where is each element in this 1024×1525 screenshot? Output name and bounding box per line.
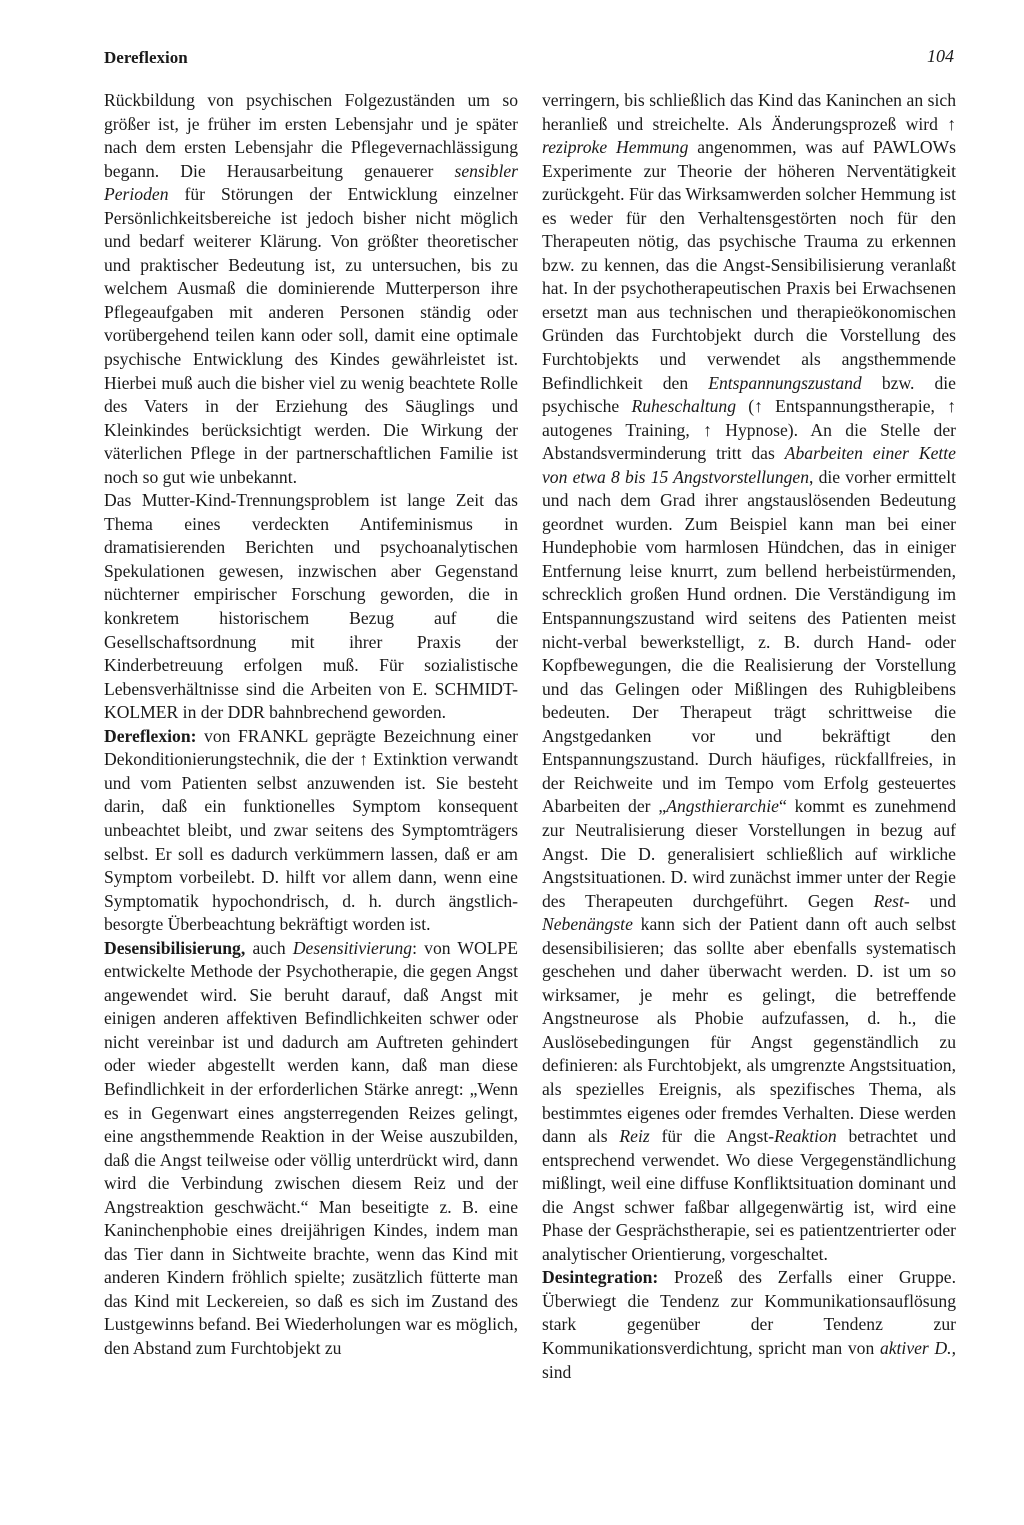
entry-desintegration (542, 1266, 956, 1384)
entry-headword: Dereflexion: (104, 725, 197, 746)
text-run: Rückbildung von psychischen Folgezuständen um so größer ist, je früher im ersten Lebensjahr und je später nach dem ersten Lebensjahr die Pflegevernachlässigung begann. Die Herausarbeitung genauerer (104, 90, 518, 181)
text-run: für die Angst- (649, 1126, 775, 1147)
text-run: Prozeß des Zerfalls einer Gruppe. Überwiegt die Tendenz zur Kommunikationsauflösung stark gegenüber der Tendenz zur Kommunikationsverdichtung, spricht man von (542, 1267, 956, 1358)
text-run: von FRANKL geprägte Bezeichnung einer Dekonditionierungstechnik, die der ↑ Extinktion verwandt und vom Patienten selbst anzuwenden ist. Sie besteht darin, daß ein funktionelles Symptom konsequent unbeachtet bleibt, und zwar seitens des Symptomträgers selbst. Er soll es dadurch verkümmern lassen, daß er am Symptom vorbeilebt. D. hilft vor allem dann, wenn eine Symptomatik hypochondrisch, d. h. durch ängstlich-besorgte Überbeachtung bekräftigt worden ist. (104, 725, 518, 935)
entry-headword: Desensibilisierung, (104, 937, 246, 958)
italic-term: Desensitivierung (292, 937, 413, 958)
italic-term: Abarbeiten einer Kette von etwa 8 bis 15 Angstvorstellungen (542, 443, 956, 487)
right-column (542, 89, 956, 1384)
entry-headword: Desintegration: (542, 1267, 659, 1288)
italic-term: aktiver D. (879, 1337, 952, 1358)
entry-dereflexion (104, 725, 518, 937)
text-run: (↑ Entspannungstherapie, ↑ autogenes Training, ↑ Hypnose). An die Stelle der Abstandsverminderung tritt das (542, 396, 956, 464)
italic-term: sensibler Perioden (104, 160, 518, 205)
running-head: Dereflexion (104, 48, 188, 67)
text-run: , die vorher ermittelt und nach dem Grad ihrer angstauslösenden Bedeutung geordnet wurden. Zum Beispiel kann man bei einer Hundephobie vom harmlosen Hündchen, das in einiger Entfernung leise knurrt, zum bellend herbeistürmenden, schrecklich großen Hund ordnen. Die Verständigung im Entspannungszustand wird seitens des Patienten meist nicht-verbal bewerkstelligt, z. B. durch Hand- oder Kopfbewegungen, die die Realisierung der Vorstellung und das Gelingen oder Mißlingen des Ruhigbleibens bedeuten. Der Therapeut trägt schrittweise die Angstgedanken vor und bekräftigt den Entspannungszustand. Durch häufiges, rückfallfreies, in der Reichweite und im Tempo vom Erfolg gesteuertes Abarbeiten der „ (542, 466, 957, 817)
text-run: bzw. die psychische (542, 372, 956, 417)
italic-term: Ruheschaltung (631, 396, 737, 417)
text-run: auch (245, 937, 293, 958)
left-column (104, 89, 518, 1361)
text-run: kann sich der Patient dann oft auch selbst desensibilisieren; das sollte aber ebenfalls systematisch geschehen und daher überwacht werden. D. ist um so wirksamer, je mehr es gelingt, die betreffende Angstneurose als Phobie aufzufassen, d. h., die Auslösebedingungen für Angst gegenständlich zu definieren: als Furchtobjekt, als umgrenzte Angstsituation, als spezielles Ereignis, als spezifisches Thema, als bestimmtes eigenes oder fremdes Verhalten. Diese werden dann als (542, 914, 956, 1147)
entry-desensibilisierung (104, 937, 518, 1361)
page-number: 104 (927, 46, 954, 66)
text-run: , sind (542, 1337, 956, 1382)
paragraph-mutter-kind: Das Mutter-Kind-Trennungsproblem ist lange Zeit das Thema eines verdeckten Antifeminismus in dramatisierenden Berichten und psychoanalytischen Spekulationen gewesen, inzwischen aber Gegenstand nüchterner empirischer Forschung geworden, die in konkretem historischem Bezug auf die Gesellschaftsordnung mit ihrer Praxis der Kinderbetreuung erfolgen muß. Für sozialistische Lebensverhältnisse sind die Arbeiten von E. SCHMIDT-KOLMER in der DDR bahnbrechend geworden. (104, 490, 518, 723)
text-run: betrachtet und entsprechend verwendet. Wo diese Vergegenständlichung mißlingt, weil eine diffuse Konfliktsituation dominant und die Angst schwer faßbar allgegenwärtig ist, wird eine Phase der Gesprächstherapie, sei es patientzentrierter oder analytischer Orientierung, vorgeschaltet. (542, 1126, 957, 1264)
italic-term: Nebenängste (542, 914, 633, 935)
text-run: für Störungen der Entwicklung einzelner Persönlichkeitsbereiche ist jedoch bisher nicht möglich und bedarf weiterer Klärung. Von größter theoretischer und praktischer Bedeutung ist, zu untersuchen, bis zu welchem Ausmaß die dominierende Mutterperson ihre Pflegeaufgaben mit anderen Personen ständig oder vorübergehend teilen kann oder soll, damit eine optimale psychische Entwicklung des Kindes gewährleistet ist. Hierbei muß auch die bisher viel zu wenig beachtete Rolle des Vaters in der Erziehung des Säuglings und Kleinkindes berücksichtigt werden. Die Wirkung der väterlichen Pflege in der partnerschaftlichen Familie ist noch so gut wie unbekannt. (104, 184, 518, 487)
italic-term: reziproke Hemmung (542, 137, 689, 158)
italic-term: Entspannungszustand (708, 372, 862, 393)
italic-term: Rest- (873, 890, 910, 911)
text-run: verringern, bis schließlich das Kind das Kaninchen an sich heranließ und streichelte. Als Änderungsprozeß wird ↑ (542, 90, 956, 134)
text-run: angenommen, was auf PAWLOWs Experimente zur Theorie der höheren Nerventätigkeit zurückgeht. Für das Wirksamwerden solcher Hemmung ist es weder für den Verhaltensgestörten noch für den Therapeuten nötig, das psychische Trauma zu erkennen bzw. zu kennen, das die Angst-Sensibilisierung veranlaßt hat. In der psychotherapeutischen Praxis bei Erwachsenen ersetzt man aus technischen und therapieökonomischen Gründen das Furchtobjekt durch die Vorstellung des Furchtobjekts und verwendet als angsthemmende Befindlichkeit den (542, 137, 957, 393)
paragraph-desensibilisierung-cont (542, 89, 956, 1266)
italic-term: Angsthierarchie (666, 796, 779, 817)
text-run: “ kommt es zunehmend zur Neutralisierung dieser Vorstellungen in bezug auf Angst. Die D. generalisiert schließlich auf wirkliche Angstsituationen. D. wird zunächst immer unter der Regie des Therapeuten durchgeführt. Gegen (542, 796, 957, 911)
italic-term: Reaktion (774, 1126, 837, 1147)
paragraph-continuation (104, 89, 518, 489)
italic-term: Reiz (619, 1126, 650, 1147)
text-run: : von WOLPE entwickelte Methode der Psychotherapie, die gegen Angst angewendet wird. Sie beruht darauf, daß Angst mit einigen anderen affektiven Befindlichkeiten schwer oder nicht vereinbar ist und dadurch am Auftreten gehindert oder wieder abgestellt werden kann, daß man diese Befindlichkeit in der erforderlichen Stärke anregt: „Wenn es in Gegenwart eines angsterregenden Reizes gelingt, eine angsthemmende Reaktion in der Weise auszubilden, daß die Angst teilweise oder völlig unterdrückt wird, dann wird die Verbindung zwischen diesem Reiz und der Angstreaktion geschwächt.“ Man beseitigte z. B. eine Kaninchenphobie eines dreijährigen Kindes, indem man das Tier dann in Sichtweite brachte, wenn das Kind mit anderen Kindern fröhlich spielte; zusätzlich fütterte man das Kind mit Leckereien, so daß es sich im Zustand des Lustgewinns befand. Bei Wiederholungen war es möglich, den Abstand zum Furchtobjekt zu (104, 937, 518, 1358)
text-run: und (909, 890, 956, 911)
